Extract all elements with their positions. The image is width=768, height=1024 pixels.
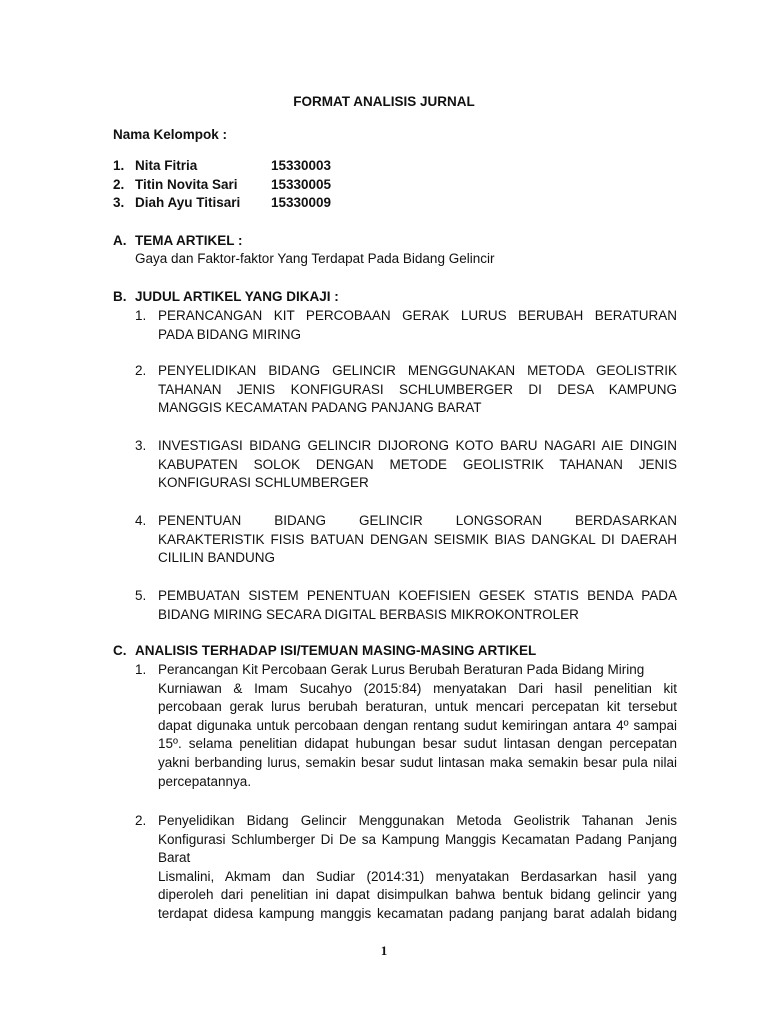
member-number: 2. <box>113 177 125 192</box>
list-item-line: PENYELIDIKAN BIDANG GELINCIR MENGGUNAKAN METODA GEOLISTRIK <box>158 363 677 378</box>
list-item-line: PADA BIDANG MIRING <box>158 326 302 342</box>
analysis-line: Perancangan Kit Percobaan Gerak Lurus Berubah Beraturan Pada Bidang Miring <box>158 662 645 677</box>
list-number: 4. <box>135 513 147 528</box>
list-item-line: PENENTUAN BIDANG GELINCIR LONGSORAN BERDASARKAN <box>158 513 677 528</box>
section-a-heading: TEMA ARTIKEL : <box>135 233 243 248</box>
list-item-line: PEMBUATAN SISTEM PENENTUAN KOEFISIEN GESEK STATIS BENDA PADA <box>158 588 677 603</box>
analysis-line: diperoleh dari penelitian ini dapat disimpulkan bahwa bentuk bidang gelincir yang <box>158 887 677 903</box>
analysis-line: Penyelidikan Bidang Gelincir Menggunakan Metoda Geolistrik Tahanan Jenis <box>158 813 677 828</box>
list-item-line: KABUPATEN SOLOK DENGAN METODE GEOLISTRIK TAHANAN JENIS <box>158 456 677 472</box>
list-item-line: KONFIGURASI SCHLUMBERGER <box>158 475 369 491</box>
list-item-line: BIDANG MIRING SECARA DIGITAL BERBASIS MIKROKONTROLER <box>158 606 579 622</box>
member-name: Titin Novita Sari <box>135 177 238 192</box>
section-b-heading: JUDUL ARTIKEL YANG DIKAJI : <box>135 289 339 304</box>
member-nim: 15330009 <box>271 195 332 210</box>
analysis-line: dapat digunaka untuk percobaan dengan rentang sudut kemiringan antara 4º sampai <box>158 717 677 733</box>
section-a-letter: A. <box>113 233 127 248</box>
list-number: 2. <box>135 813 147 828</box>
member-number: 1. <box>113 158 125 173</box>
analysis-line: Lismalini, Akmam dan Sudiar (2014:31) menyatakan Berdasarkan hasil yang <box>158 868 677 884</box>
section-b-letter: B. <box>113 289 127 304</box>
section-c-letter: C. <box>113 643 127 658</box>
analysis-line: Kurniawan & Imam Sucahyo (2015:84) menyatakan Dari hasil penelitian kit <box>158 680 677 696</box>
list-item-line: MANGGIS KECAMATAN PADANG PANJANG BARAT <box>158 400 482 416</box>
list-item-line: INVESTIGASI BIDANG GELINCIR DIJORONG KOTO BARU NAGARI AIE DINGIN <box>158 438 677 453</box>
list-number: 3. <box>135 438 147 453</box>
member-name: Diah Ayu Titisari <box>135 195 241 210</box>
member-number: 3. <box>113 195 125 210</box>
list-number: 1. <box>135 662 147 677</box>
document-title: FORMAT ANALISIS JURNAL <box>293 94 475 109</box>
analysis-line: Konfigurasi Schlumberger Di De sa Kampung Manggis Kecamatan Padang Panjang <box>158 831 677 847</box>
list-item-line: TAHANAN JENIS KONFIGURASI SCHLUMBERGER DI DESA KAMPUNG <box>158 381 677 397</box>
section-a-text: Gaya dan Faktor-faktor Yang Terdapat Pada Bidang Gelincir <box>135 251 495 266</box>
section-c-heading: ANALISIS TERHADAP ISI/TEMUAN MASING-MASING ARTIKEL <box>135 643 537 658</box>
group-label: Nama Kelompok : <box>113 127 228 142</box>
analysis-line: Barat <box>158 850 191 866</box>
analysis-line: 15º. selama penelitian didapat hubungan besar sudut lintasan dengan percepatan <box>158 736 677 752</box>
analysis-line: yakni berbanding lurus, semakin besar sudut lintasan maka semakin besar pula nilai <box>158 755 677 770</box>
member-nim: 15330003 <box>271 158 332 173</box>
page-number: 1 <box>380 943 388 958</box>
analysis-line: terdapat didesa kampung manggis kecamatan padang panjang barat adalah bidang <box>158 906 677 921</box>
list-number: 5. <box>135 588 147 603</box>
list-number: 2. <box>135 363 147 378</box>
member-nim: 15330005 <box>271 177 332 192</box>
analysis-line: percepatannya. <box>158 773 252 789</box>
member-name: Nita Fitria <box>135 158 198 173</box>
list-item-line: CILILIN BANDUNG <box>158 550 276 566</box>
list-item-line: PERANCANGAN KIT PERCOBAAN GERAK LURUS BERUBAH BERATURAN <box>158 308 677 323</box>
analysis-line: percobaan gerak lurus berubah beraturan, untuk mencari percepatan kit tersebut <box>158 699 677 715</box>
list-number: 1. <box>135 308 147 323</box>
list-item-line: KARAKTERISTIK FISIS BATUAN DENGAN SEISMIK BIAS DANGKAL DI DAERAH <box>158 531 677 547</box>
